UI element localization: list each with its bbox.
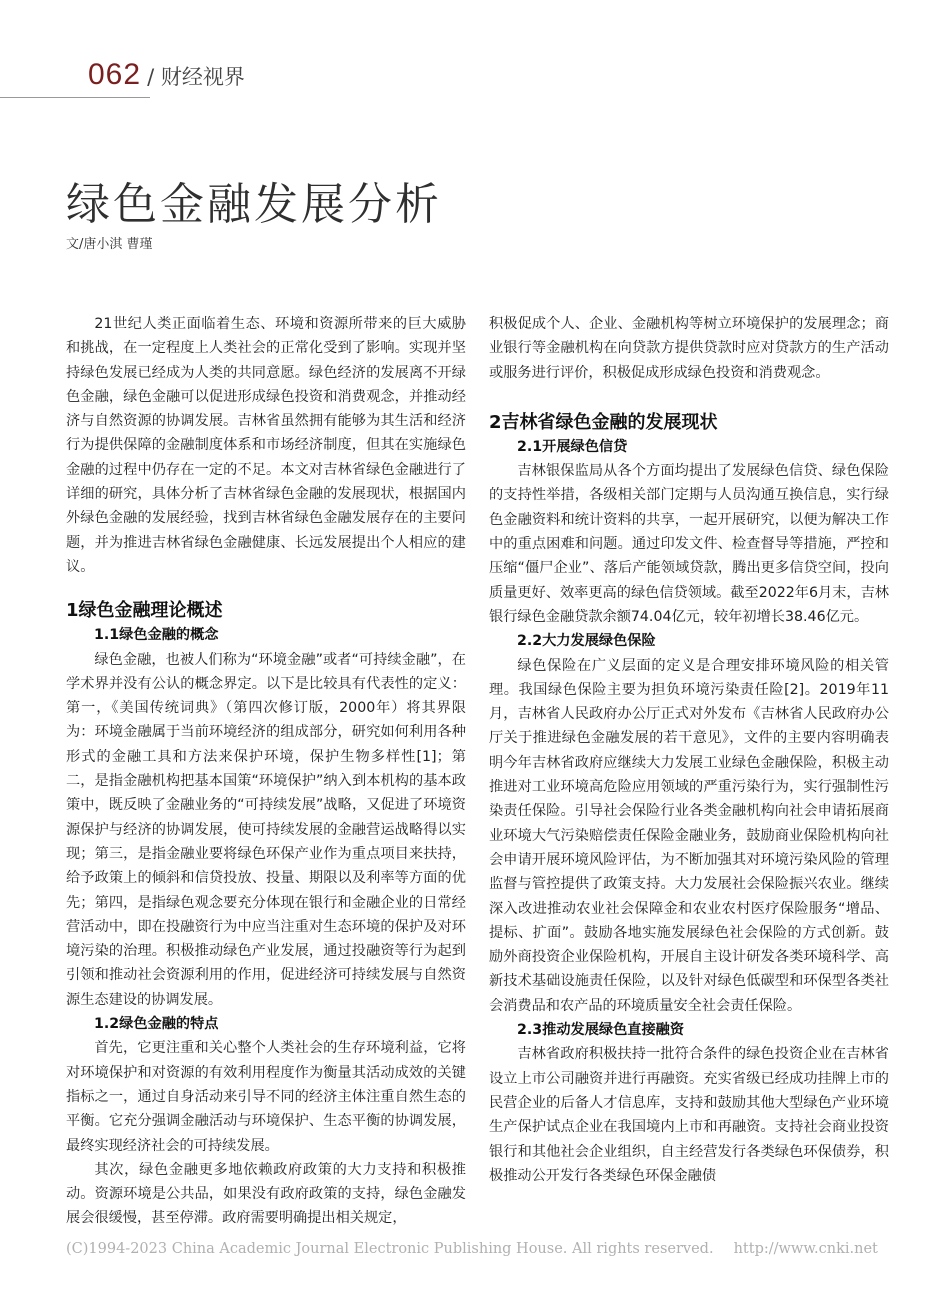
paragraph-continued: 积极促成个人、企业、金融机构等树立环境保护的发展理念；商业银行等金融机构在向贷款方提供贷款时应对贷款方的生产活动或服务进行评价，积极促成形成绿色投资和消费观念。 bbox=[489, 316, 889, 381]
section-heading-2: 2吉林省绿色金融的发展现状 bbox=[489, 411, 718, 433]
paragraph-2-2: 绿色保险在广义层面的定义是合理安排环境风险的相关管理。我国绿色保险主要为担负环境污染责任险[2]。2019年11月，吉林省人民政府办公厅正式对外发布《吉林省人民政府办公厅关于推进绿色金融发展的若干意见》，文件的主要内容明确表明今年吉林省政府应继续大力发展工业绿色金融保险，积极主动推进对工业环境高危险应用领域的严重污染行为，实行强制性污染责任保险。引导社会保险行业各类金融机构向社会申请拓展商业环境大气污染赔偿责任保险金融业务，鼓励商业保险机构向社会申请开展环境风险评估，为不断加强其对环境污染风险的管理监督与管控提供了政策支持。大力发展社会保险振兴农业。继续深入改进推动农业社会保障金和农业农村医疗保险服务“增品、提标、扩面”。鼓励各地实施发展绿色社会保险的方式创新。鼓励外商投资企业保险机构，开展自主设计研发各类环境科学、高新技术基础设施责任保险，以及针对绿色低碳型和环保型各类社会消费品和农产品的环境质量安全社会责任保险。 bbox=[489, 657, 889, 1014]
subsection-heading-2-2: 2.2大力发展绿色保险 bbox=[517, 633, 656, 650]
header-divider bbox=[0, 97, 150, 98]
copyright-footer bbox=[66, 1241, 878, 1257]
left-column bbox=[66, 312, 466, 1231]
subsection-heading-2-1: 2.1开展绿色信贷 bbox=[517, 438, 628, 455]
footer-url[interactable]: http://www.cnki.net bbox=[733, 1241, 878, 1257]
right-column bbox=[489, 312, 889, 1188]
page-header bbox=[88, 58, 245, 92]
paragraph-1-2a: 首先，它更注重和关心整个人类社会的生存环境利益，它将对环境保护和对资源的有效利用程度作为衡量其活动成效的关键指标之一，通过自身活动来引导不同的经济主体注重自然生态的平衡。它充分强调金融活动与环境保护、生态平衡的协调发展，最终实现经济社会的可持续发展。 bbox=[66, 1040, 466, 1154]
byline: 文/唐小淇 曹瑾 bbox=[66, 237, 153, 252]
page-number: 062 bbox=[88, 58, 142, 91]
intro-paragraph: 21世纪人类正面临着生态、环境和资源所带来的巨大威胁和挑战，在一定程度上人类社会的正常化受到了影响。实现并坚持绿色发展已经成为人类的共同意愿。绿色经济的发展离不开绿色金融，绿色金融可以促进形成绿色投资和消费观念，并推动经济与自然资源的协调发展。吉林省虽然拥有能够为其生活和经济行为提供保障的金融制度体系和市场经济制度，但其在实施绿色金融的过程中仍存在一定的不足。本文对吉林省绿色金融进行了详细的研究，具体分析了吉林省绿色金融的发展现状，根据国内外绿色金融的发展经验，找到吉林省绿色金融发展存在的主要问题，并为推进吉林省绿色金融健康、长远发展提出个人相应的建议。 bbox=[66, 316, 466, 575]
paragraph-2-3: 吉林省政府积极扶持一批符合条件的绿色投资企业在吉林省设立上市公司融资并进行再融资。充实省级已经成功挂牌上市的民营企业的后备人才信息库，支持和鼓励其他大型绿色产业环境生产保护试点企业在我国境内上市和再融资。支持社会商业投资银行和其他社会企业组织，自主经营发行各类绿色环保债券，积极推动公开发行各类绿色环保金融债 bbox=[489, 1046, 889, 1184]
article-title: 绿色金融发展分析 bbox=[66, 179, 442, 230]
paragraph-1-2b: 其次，绿色金融更多地依赖政府政策的大力支持和积极推动。资源环境是公共品，如果没有政府政策的支持，绿色金融发展会很缓慢，甚至停滞。政府需要明确提出相关规定， bbox=[66, 1161, 466, 1227]
subsection-heading-1-1: 1.1绿色金融的概念 bbox=[94, 627, 219, 644]
section-heading-1: 1绿色金融理论概述 bbox=[66, 600, 223, 622]
copyright-text: (C)1994-2023 China Academic Journal Electronic Publishing House. All rights reserved. bbox=[66, 1241, 714, 1257]
subsection-heading-2-3: 2.3推动发展绿色直接融资 bbox=[517, 1022, 685, 1039]
subsection-heading-1-2: 1.2绿色金融的特点 bbox=[94, 1016, 219, 1033]
paragraph-1-1: 绿色金融，也被人们称为“环境金融”或者“可持续金融”，在学术界并没有公认的概念界定。以下是比较具有代表性的定义：第一，《美国传统词典》（第四次修订版，2000年）将其界限为：环境金融属于当前环境经济的组成部分，研究如何利用各种形式的金融工具和方法来保护环境，保护生物多样性[1]；第二，是指金融机构把基本国策“环境保护”纳入到本机构的基本政策中，既反映了金融业务的“可持续发展”战略，又促进了环境资源保护与经济的协调发展，使可持续发展的金融营运战略得以实现；第三，是指金融业要将绿色环保产业作为重点项目来扶持，给予政策上的倾斜和信贷投放、投量、期限以及利率等方面的优先；第四，是指绿色观念要充分体现在银行和金融企业的日常经营活动中，即在投融资行为中应当注重对生态环境的保护及对环境污染的治理。积极推动绿色产业发展，通过投融资等行为起到引领和推动社会资源利用的作用，促进经济可持续发展与自然资源生态建设的协调发展。 bbox=[66, 651, 466, 1008]
section-name: / 财经视界 bbox=[147, 65, 245, 89]
paragraph-2-1: 吉林银保监局从各个方面均提出了发展绿色信贷、绿色保险的支持性举措，各级相关部门定期与人员沟通互换信息，实行绿色金融资料和统计资料的共享，一起开展研究，以便为解决工作中的重点困难和问题。通过印发文件、检查督导等措施，严控和压缩“僵尸企业”、落后产能领域贷款，腾出更多信贷空间，投向质量更好、效率更高的绿色信贷领域。截至2022年6月末，吉林银行绿色金融贷款余额74.04亿元，较年初增长38.46亿元。 bbox=[489, 463, 889, 625]
